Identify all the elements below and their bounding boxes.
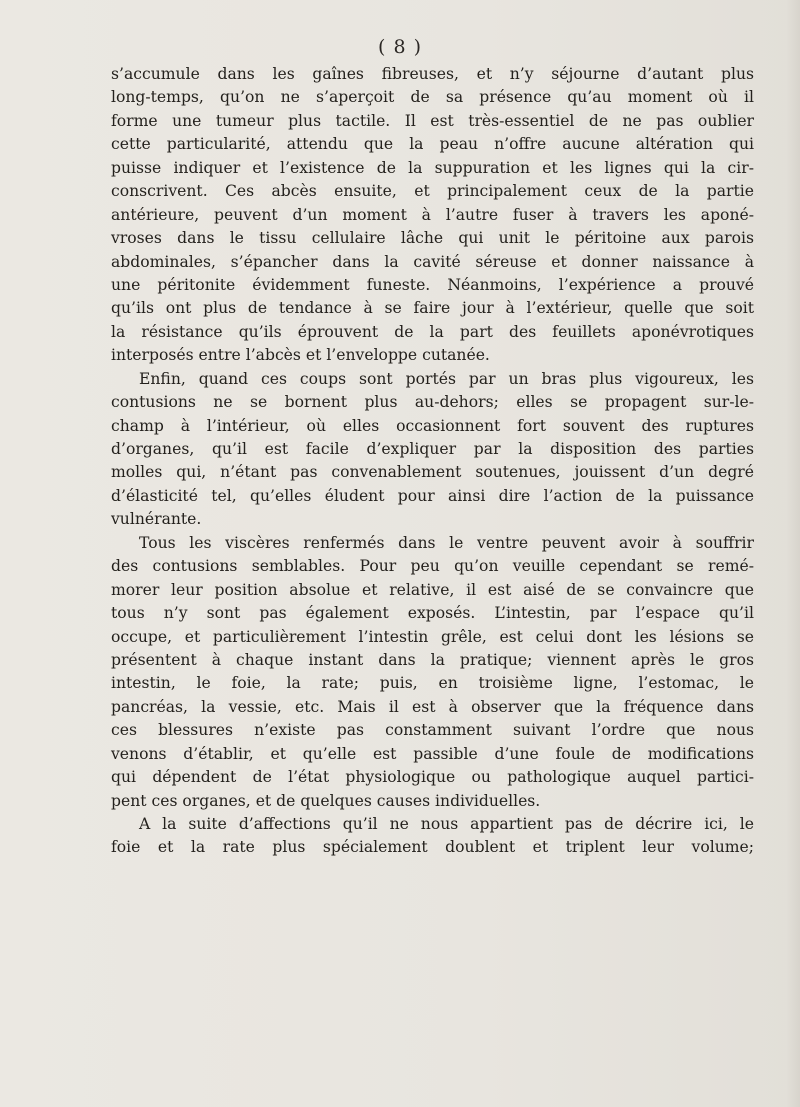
text-line: Enfin, quand ces coups sont portés par un bras plus vigoureux, les bbox=[139, 369, 754, 388]
text-line: interposés entre l’abcès et l’enveloppe cutanée. bbox=[111, 346, 490, 365]
text-line: foie et la rate plus spécialement doublent et triplent leur volume; bbox=[111, 838, 754, 857]
text-line: une péritonite évidemment funeste. Néanmoins, l’expérience a prouvé bbox=[111, 275, 754, 294]
text-line: qu’ils ont plus de tendance à se faire jour à l’extérieur, quelle que soit bbox=[111, 299, 754, 318]
text-line: Tous les viscères renfermés dans le ventre peuvent avoir à souffrir bbox=[139, 533, 754, 552]
text-line: tous n’y sont pas également exposés. L’intestin, par l’espace qu’il bbox=[111, 604, 754, 623]
text-line: des contusions semblables. Pour peu qu’on veuille cependant se remé- bbox=[111, 557, 754, 576]
text-line: présentent à chaque instant dans la pratique; viennent après le gros bbox=[111, 650, 754, 669]
text-line: la résistance qu’ils éprouvent de la part des feuillets aponévrotiques bbox=[111, 322, 754, 341]
text-line: conscrivent. Ces abcès ensuite, et principalement ceux de la partie bbox=[111, 182, 754, 201]
text-line: d’élasticité tel, qu’elles éludent pour ainsi dire l’action de la puissance bbox=[111, 486, 754, 505]
text-line: vulnérante. bbox=[111, 510, 202, 529]
text-line: occupe, et particulièrement l’intestin grêle, est celui dont les lésions se bbox=[111, 627, 754, 646]
text-line: morer leur position absolue et relative, il est aisé de se convaincre que bbox=[111, 580, 754, 599]
text-line: cette particularité, attendu que la peau n’offre aucune altération qui bbox=[111, 135, 754, 154]
text-line: A la suite d’affections qu’il ne nous appartient pas de décrire ici, le bbox=[139, 815, 754, 833]
text-line: venons d’établir, et qu’elle est passible d’une foule de modifications bbox=[111, 744, 754, 763]
text-line: champ à l’intérieur, où elles occasionnent fort souvent des ruptures bbox=[111, 416, 754, 435]
text-line: abdominales, s’épancher dans la cavité séreuse et donner naissance à bbox=[111, 252, 754, 271]
text-line: contusions ne se bornent plus au-dehors; elles se propagent sur-le- bbox=[111, 393, 754, 412]
text-line: forme une tumeur plus tactile. Il est très-essentiel de ne pas oublier bbox=[111, 111, 754, 130]
text-line: pent ces organes, et de quelques causes individuelles. bbox=[111, 791, 541, 810]
page-edge-shadow bbox=[786, 0, 800, 1107]
text-line: long-temps, qu’on ne s’aperçoit de sa présence qu’au moment où il bbox=[111, 88, 754, 107]
text-line: s’accumule dans les gaînes fibreuses, et n’y séjourne d’autant plus bbox=[111, 65, 754, 83]
text-line: ces blessures n’existe pas constamment suivant l’ordre que nous bbox=[111, 721, 754, 740]
text-line: qui dépendent de l’état physiologique ou pathologique auquel partici- bbox=[111, 768, 754, 787]
page-number: ( 8 ) bbox=[378, 36, 422, 58]
body-text bbox=[111, 63, 754, 860]
text-line: antérieure, peuvent d’un moment à l’autre fuser à travers les aponé- bbox=[111, 205, 754, 224]
text-line: vroses dans le tissu cellulaire lâche qui unit le péritoine aux parois bbox=[111, 229, 754, 248]
text-line: puisse indiquer et l’existence de la suppuration et les lignes qui la cir- bbox=[111, 158, 754, 177]
text-line: molles qui, n’étant pas convenablement soutenues, jouissent d’un degré bbox=[111, 463, 754, 482]
text-line: intestin, le foie, la rate; puis, en troisième ligne, l’estomac, le bbox=[111, 674, 754, 693]
text-line: d’organes, qu’il est facile d’expliquer par la disposition des parties bbox=[111, 440, 754, 458]
text-line: pancréas, la vessie, etc. Mais il est à observer que la fréquence dans bbox=[111, 697, 754, 716]
